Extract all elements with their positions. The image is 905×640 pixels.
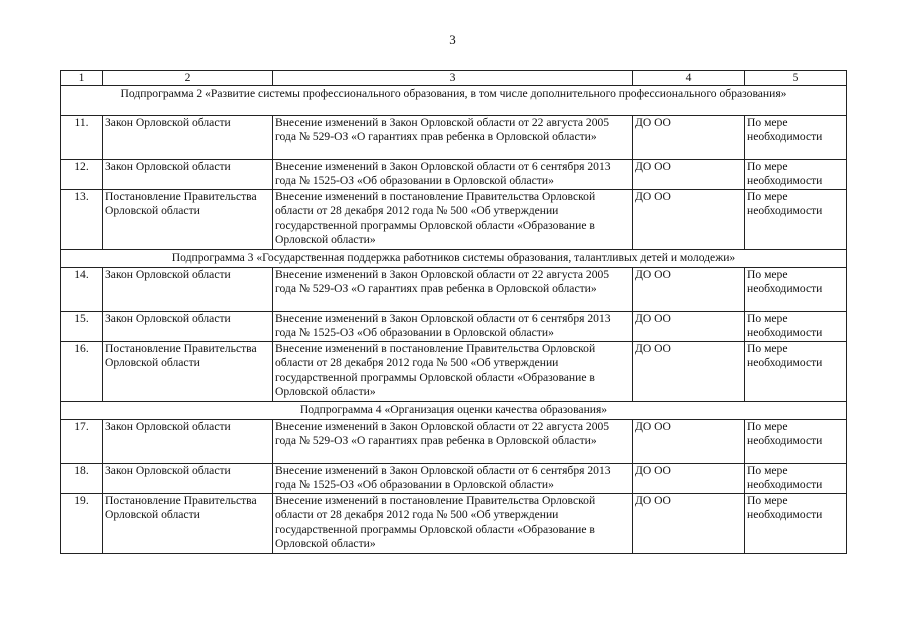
row-number: 11. (61, 116, 103, 160)
act-content: Внесение изменений в Закон Орловской области от 22 августа 2005 года № 529-ОЗ «О гарантиях прав ребенка в Орловской области» (273, 116, 633, 160)
term: По мере необходимости (745, 160, 847, 190)
subprogram-title: Подпрограмма 2 «Развитие системы профессионального образования, в том числе дополнительного профессионального образования» (61, 86, 847, 116)
responsible: ДО ОО (633, 312, 745, 342)
term: По мере необходимости (745, 116, 847, 160)
row-number: 18. (61, 464, 103, 494)
row-number: 17. (61, 420, 103, 464)
subprogram-header-row (61, 86, 847, 116)
act-type: Закон Орловской области (103, 312, 273, 342)
responsible: ДО ОО (633, 464, 745, 494)
column-number-row (61, 71, 847, 86)
row-number: 15. (61, 312, 103, 342)
table-row (61, 268, 847, 312)
subprogram-header-row (61, 402, 847, 420)
act-type: Закон Орловской области (103, 116, 273, 160)
act-type: Постановление Правительства Орловской области (103, 494, 273, 554)
subprogram-title: Подпрограмма 4 «Организация оценки качества образования» (61, 402, 847, 420)
column-number: 4 (633, 71, 745, 86)
row-number: 19. (61, 494, 103, 554)
act-content: Внесение изменений в Закон Орловской области от 22 августа 2005 года № 529-ОЗ «О гарантиях прав ребенка в Орловской области» (273, 420, 633, 464)
term: По мере необходимости (745, 464, 847, 494)
column-number: 2 (103, 71, 273, 86)
act-content: Внесение изменений в Закон Орловской области от 6 сентября 2013 года № 1525-ОЗ «Об образовании в Орловской области» (273, 160, 633, 190)
responsible: ДО ОО (633, 420, 745, 464)
row-number: 14. (61, 268, 103, 312)
table-row (61, 312, 847, 342)
act-content: Внесение изменений в Закон Орловской области от 6 сентября 2013 года № 1525-ОЗ «Об образовании в Орловской области» (273, 464, 633, 494)
term: По мере необходимости (745, 342, 847, 402)
term: По мере необходимости (745, 312, 847, 342)
act-content: Внесение изменений в постановление Правительства Орловской области от 28 декабря 2012 года № 500 «Об утверждении государственной программы Орловской области «Образование в Орловской области» (273, 190, 633, 250)
act-type: Закон Орловской области (103, 268, 273, 312)
table-body (61, 71, 847, 554)
responsible: ДО ОО (633, 494, 745, 554)
responsible: ДО ОО (633, 268, 745, 312)
legal-acts-table (60, 70, 847, 554)
page-number: 3 (449, 32, 456, 47)
table-row (61, 420, 847, 464)
term: По мере необходимости (745, 494, 847, 554)
responsible: ДО ОО (633, 190, 745, 250)
responsible: ДО ОО (633, 160, 745, 190)
act-content: Внесение изменений в Закон Орловской области от 22 августа 2005 года № 529-ОЗ «О гарантиях прав ребенка в Орловской области» (273, 268, 633, 312)
term: По мере необходимости (745, 268, 847, 312)
row-number: 16. (61, 342, 103, 402)
subprogram-header-row (61, 250, 847, 268)
act-type: Постановление Правительства Орловской области (103, 342, 273, 402)
act-content: Внесение изменений в постановление Правительства Орловской области от 28 декабря 2012 года № 500 «Об утверждении государственной программы Орловской области «Образование в Орловской области» (273, 494, 633, 554)
column-number: 3 (273, 71, 633, 86)
act-type: Закон Орловской области (103, 160, 273, 190)
table-row (61, 342, 847, 402)
act-type: Закон Орловской области (103, 464, 273, 494)
table-row (61, 190, 847, 250)
act-type: Постановление Правительства Орловской области (103, 190, 273, 250)
table-row (61, 464, 847, 494)
column-number: 5 (745, 71, 847, 86)
table-row (61, 160, 847, 190)
table-row (61, 116, 847, 160)
act-content: Внесение изменений в Закон Орловской области от 6 сентября 2013 года № 1525-ОЗ «Об образовании в Орловской области» (273, 312, 633, 342)
row-number: 12. (61, 160, 103, 190)
act-content: Внесение изменений в постановление Правительства Орловской области от 28 декабря 2012 года № 500 «Об утверждении государственной программы Орловской области «Образование в Орловской области» (273, 342, 633, 402)
term: По мере необходимости (745, 190, 847, 250)
responsible: ДО ОО (633, 116, 745, 160)
responsible: ДО ОО (633, 342, 745, 402)
term: По мере необходимости (745, 420, 847, 464)
table-row (61, 494, 847, 554)
row-number: 13. (61, 190, 103, 250)
subprogram-title: Подпрограмма 3 «Государственная поддержка работников системы образования, талантливых детей и молодежи» (61, 250, 847, 268)
column-number: 1 (61, 71, 103, 86)
act-type: Закон Орловской области (103, 420, 273, 464)
